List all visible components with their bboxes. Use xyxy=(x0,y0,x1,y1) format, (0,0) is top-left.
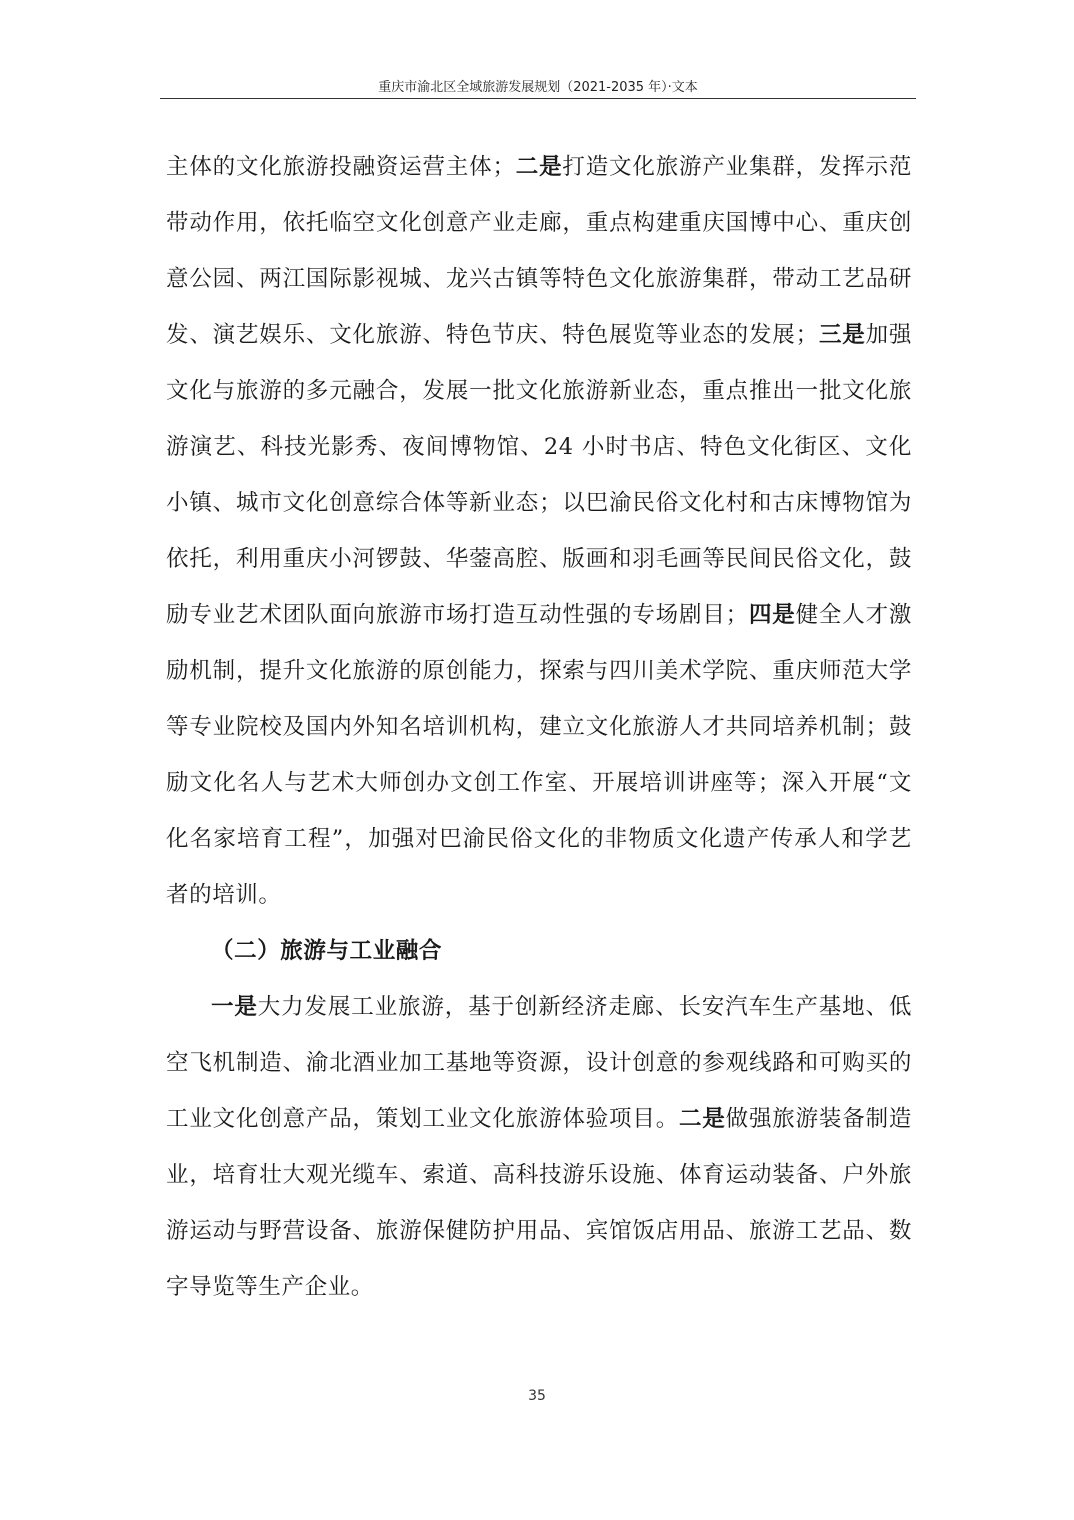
para2-bold-2: 二是 xyxy=(679,1106,726,1132)
header-rule xyxy=(160,98,916,99)
para1-bold-2: 二是 xyxy=(515,154,563,180)
paragraph-industry-tourism xyxy=(166,979,912,1315)
para1-text-1: 主体的文化旅游投融资运营主体； xyxy=(166,154,516,180)
paragraph-culture-tourism xyxy=(166,139,912,923)
para2-text-1: 大力发展工业旅游，基于创新经济走廊、长安汽车生产基地、低空飞机制造、渝北酒业加工基地等资源，设计创意的参观线路和可购买的工业文化创意产品，策划工业文化旅游体验项目。 xyxy=(166,994,913,1132)
para1-text-3: 加强文化与旅游的多元融合，发展一批文化旅游新业态，重点推出一批文化旅游演艺、科技光影秀、夜间博物馆、24 小时书店、特色文化街区、文化小镇、城市文化创意综合体等新业态；以巴渝民俗文化村和古床博物馆为依托，利用重庆小河锣鼓、华蓥高腔、版画和羽毛画等民间民俗文化，鼓励专业艺术团队面向旅游市场打造互动性强的专场剧目； xyxy=(166,322,912,628)
para1-bold-4: 四是 xyxy=(748,602,796,628)
section-heading: （二）旅游与工业融合 xyxy=(211,938,443,964)
para1-bold-3: 三是 xyxy=(818,322,866,348)
running-header: 重庆市渝北区全域旅游发展规划（2021-2035 年）·文本 xyxy=(378,80,698,95)
body-text xyxy=(166,139,912,1315)
page-number: 35 xyxy=(528,1388,546,1404)
para2-text-2: 做强旅游装备制造业，培育壮大观光缆车、索道、高科技游乐设施、体育运动装备、户外旅游运动与野营设备、旅游保健防护用品、宾馆饭店用品、旅游工艺品、数字导览等生产企业。 xyxy=(166,1106,912,1300)
para1-text-4: 健全人才激励机制，提升文化旅游的原创能力，探索与四川美术学院、重庆师范大学等专业院校及国内外知名培训机构，建立文化旅游人才共同培养机制；鼓励文化名人与艺术大师创办文创工作室、开展培训讲座等；深入开展“文化名家培育工程”，加强对巴渝民俗文化的非物质文化遗产传承人和学艺者的培训。 xyxy=(166,602,912,908)
para2-bold-1: 一是 xyxy=(211,994,258,1020)
para1-text-2: 打造文化旅游产业集群，发挥示范带动作用，依托临空文化创意产业走廊，重点构建重庆国博中心、重庆创意公园、两江国际影视城、龙兴古镇等特色文化旅游集群，带动工艺品研发、演艺娱乐、文化旅游、特色节庆、特色展览等业态的发展； xyxy=(166,154,912,348)
